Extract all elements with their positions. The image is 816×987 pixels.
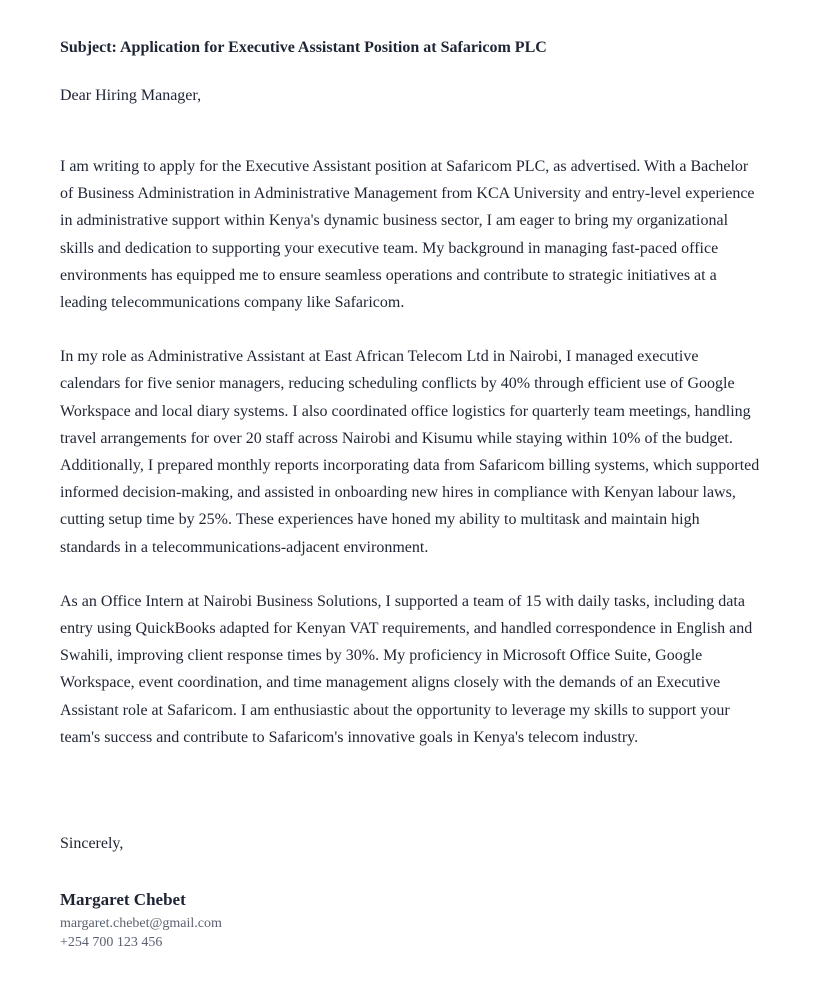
letter-subject: Subject: Application for Executive Assistant Position at Safaricom PLC: [60, 39, 547, 56]
signature-email: margaret.chebet@gmail.com: [60, 916, 222, 932]
letter-paragraph-3: As an Office Intern at Nairobi Business Solutions, I supported a team of 15 with daily tasks, including data entry using QuickBooks adapted for Kenyan VAT requirements, and handled correspondence in English and Swahili, improving client response times by 30%. My proficiency in Microsoft Office Suite, Google Workspace, event coordination, and time management aligns closely with the demands of an Executive Assistant role at Safaricom. I am enthusiastic about the opportunity to leverage my skills to support your team's success and contribute to Safaricom's innovative goals in Kenya's telecom industry.: [60, 592, 753, 746]
letter-paragraph-1: I am writing to apply for the Executive Assistant position at Safaricom PLC, as advertised. With a Bachelor of Business Administration in Administrative Management from KCA University and entry-level experience in administrative support within Kenya's dynamic business sector, I am eager to bring my organizational skills and dedication to supporting your executive team. My background in managing fast-paced office environments has equipped me to ensure seamless operations and contribute to strategic initiatives at a leading telecommunications company like Safaricom.: [60, 158, 755, 312]
cover-letter: [60, 36, 760, 952]
signature-name: Margaret Chebet: [60, 890, 186, 910]
signature-phone: +254 700 123 456: [60, 935, 163, 951]
letter-salutation: Dear Hiring Manager,: [60, 87, 202, 104]
letter-closing: Sincerely,: [60, 835, 124, 853]
letter-paragraph-2: In my role as Administrative Assistant at East African Telecom Ltd in Nairobi, I managed executive calendars for five senior managers, reducing scheduling conflicts by 40% through efficient use of Google Workspace and local diary systems. I also coordinated office logistics for quarterly team meetings, handling travel arrangements for over 20 staff across Nairobi and Kisumu while staying within 10% of the budget. Additionally, I prepared monthly reports incorporating data from Safaricom billing systems, which supported informed decision-making, and assisted in onboarding new hires in compliance with Kenyan labour laws, cutting setup time by 25%. These experiences have honed my ability to multitask and maintain high standards in a telecommunications-adjacent environment.: [60, 348, 760, 556]
signature-contact: [60, 914, 760, 952]
